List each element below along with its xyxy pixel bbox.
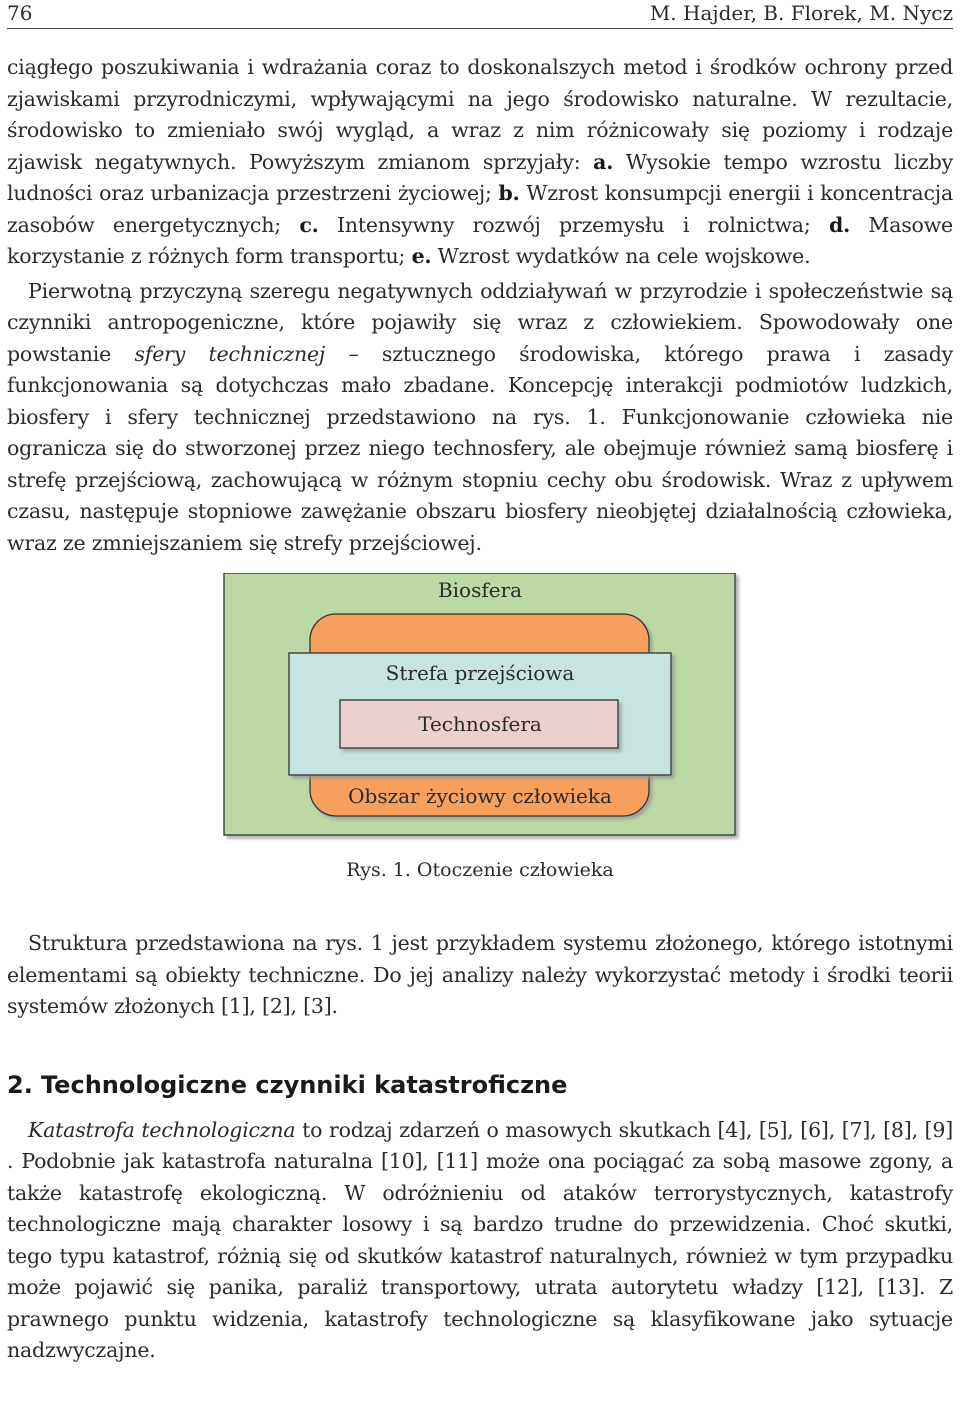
paragraph-text: Pierwotną przyczyną szeregu negatywnych oddziaływań w przyrodzie i społeczeństwie są czynniki antropogeniczne, które pojawiły się wraz z człowiekiem. Spowodowały one powstanie xyxy=(7,278,953,366)
page-header xyxy=(7,0,953,29)
emphasis-technical-sphere: sfery technicznej xyxy=(134,341,326,366)
section-title: Technologiczne czynniki katastroficzne xyxy=(41,1070,568,1099)
list-marker-a: a. xyxy=(593,149,614,174)
list-item-a: Wysokie tempo wzrostu liczby ludności oraz urbanizacja przestrzeni życiowej; xyxy=(7,149,953,205)
list-item-b: Wzrost konsumpcji energii i koncentracja zasobów energetycznych; xyxy=(7,181,953,237)
list-marker-e: e. xyxy=(411,244,432,268)
paragraph-anthropogenic-factors xyxy=(7,276,953,560)
section-number: 2. xyxy=(7,1070,33,1099)
paragraph-text: to rodzaj zdarzeń o masowych skutkach [4], [5], [6], [7], [8], [9] . Podobnie jak katastrofa naturalna [10], [11] może ona pociągać za sobą masowe zgony, a także katastrofę ekologiczną. W odróżnieniu od ataków terrorystycznych, katastrofy technologiczne mają charakter losowy i są bardzo trudne do przewidzenia. Choć skutki, tego typu katastrof, różnią się od skutków katastrof naturalnych, również w tym przypadku może pojawić się panika, paraliż transportowy, utrata autorytetu władzy [12], [13]. Z prawnego punktu widzenia, katastrofy technologiczne są klasyfikowane jako sytuacje nadzwyczajne. xyxy=(7,1117,953,1362)
list-item-d: Masowe korzystanie z różnych form transportu; xyxy=(7,212,953,268)
list-marker-d: d. xyxy=(828,212,851,237)
running-authors: M. Hajder, B. Florek, M. Nycz xyxy=(649,1,953,25)
label-human-living-area: Obszar życiowy człowieka xyxy=(348,784,612,808)
figure-human-environment xyxy=(7,573,953,903)
paragraph-technological-catastrophe xyxy=(7,1115,953,1367)
section-heading xyxy=(7,1069,953,1101)
label-transition-zone: Strefa przejściowa xyxy=(385,661,575,685)
document-page xyxy=(7,0,953,1367)
list-item-e: Wzrost wydatków na cele wojskowe. xyxy=(431,244,811,268)
paragraph-complex-system: Struktura przedstawiona na rys. 1 jest przykładem systemu złożonego, którego istotnymi elementami są obiekty techniczne. Do jej analizy należy wykorzystać metody i środki teorii systemów złożonych [1], [2], [3]. xyxy=(7,931,953,1018)
paragraph-lead: ciągłego poszukiwania i wdrażania coraz to doskonalszych metod i środków ochrony przed zjawiskami przyrodniczymi, wpływającymi na jego środowisko naturalne. W rezultacie, środowisko to zmieniało swój wygląd, a wraz z nim różnicowały się poziomy i rodzaje zjawisk negatywnych. Powyższym zmianom sprzyjały: xyxy=(7,55,953,174)
page-number: 76 xyxy=(7,1,33,25)
paragraph-environment-changes xyxy=(7,52,953,273)
emphasis-technological-catastrophe: Katastrofa technologiczna xyxy=(28,1117,296,1142)
list-marker-b: b. xyxy=(498,181,520,205)
list-marker-c: c. xyxy=(299,212,319,237)
label-biosphere: Biosfera xyxy=(437,578,523,602)
environment-diagram xyxy=(7,573,953,903)
list-item-c: Intensywny rozwój przemysłu i rolnictwa; xyxy=(318,212,829,237)
figure-caption: Rys. 1. Otoczenie człowieka xyxy=(346,859,614,881)
label-technosphere: Technosfera xyxy=(418,712,542,736)
paragraph-text: – sztucznego środowiska, którego prawa i zasady funkcjonowania są dotychczas mało zbadane. Koncepcję interakcji podmiotów ludzkich, biosfery i sfery technicznej przedstawiono na rys. 1. Funkcjonowanie człowieka nie ogranicza się do stworzonej przez niego technosfery, ale obejmuje również samą biosferę i strefę przejściową, zachowującą w różnym stopniu cechy obu środowisk. Wraz z upływem czasu, następuje stopniowe zawężanie obszaru biosfery nieobjętej działalnością człowieka, wraz ze zmniejszaniem się strefy przejściowej. xyxy=(7,341,953,555)
